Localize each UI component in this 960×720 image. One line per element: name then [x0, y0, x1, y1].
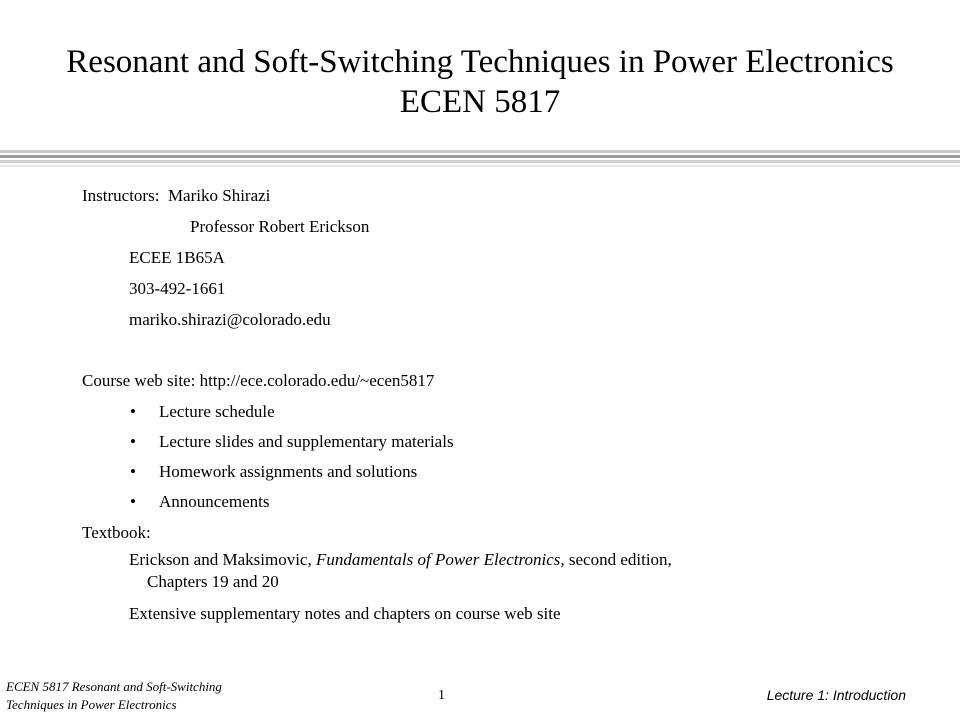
- page-number: 1: [438, 688, 445, 703]
- footer-line-2: Techniques in Power Electronics: [6, 697, 177, 712]
- textbook-details: [129, 549, 849, 625]
- footer-line-1: ECEN 5817 Resonant and Soft-Switching: [6, 679, 222, 694]
- bullet-icon: •: [130, 492, 136, 511]
- instructors-label: Instructors:: [82, 186, 160, 205]
- bullet-icon: •: [130, 402, 136, 421]
- course-website-line: Course web site: http://ece.colorado.edu/~ecen5817: [82, 371, 435, 390]
- instructor-name-1: Mariko Shirazi: [167, 186, 271, 205]
- office-location: ECEE 1B65A: [129, 248, 225, 267]
- bullet-icon: •: [130, 462, 136, 481]
- phone-number: 303-492-1661: [129, 279, 226, 298]
- textbook-chapters: Chapters 19 and 20: [147, 572, 279, 591]
- slide-title: Resonant and Soft-Switching Techniques in Power Electronics ECEN 5817: [66, 44, 894, 120]
- email-address: mariko.shirazi@colorado.edu: [129, 310, 331, 329]
- list-item-label: Homework assignments and solutions: [159, 462, 418, 481]
- textbook-title: Fundamentals of Power Electronics,: [315, 550, 565, 569]
- textbook-edition: second edition,: [568, 550, 672, 569]
- textbook-citation: [129, 549, 849, 571]
- textbook-label: Textbook:: [82, 523, 151, 542]
- bullet-icon: •: [130, 432, 136, 451]
- instructors-line: [82, 186, 270, 206]
- title-divider: [0, 150, 960, 153]
- title-divider: [0, 165, 960, 167]
- textbook-authors: Erickson and Maksimovic,: [129, 550, 312, 569]
- list-item-label: Announcements: [159, 492, 270, 511]
- footer-lecture-title: Lecture 1: Introduction: [766, 687, 906, 703]
- footer-course-info: [6, 678, 222, 714]
- supplement-note: Extensive supplementary notes and chapters on course web site: [129, 604, 561, 623]
- list-item-label: Lecture slides and supplementary materials: [159, 432, 454, 451]
- title-divider: [0, 160, 960, 163]
- instructor-name-2: Professor Robert Erickson: [190, 217, 370, 236]
- list-item-label: Lecture schedule: [159, 402, 275, 421]
- title-divider: [0, 155, 960, 158]
